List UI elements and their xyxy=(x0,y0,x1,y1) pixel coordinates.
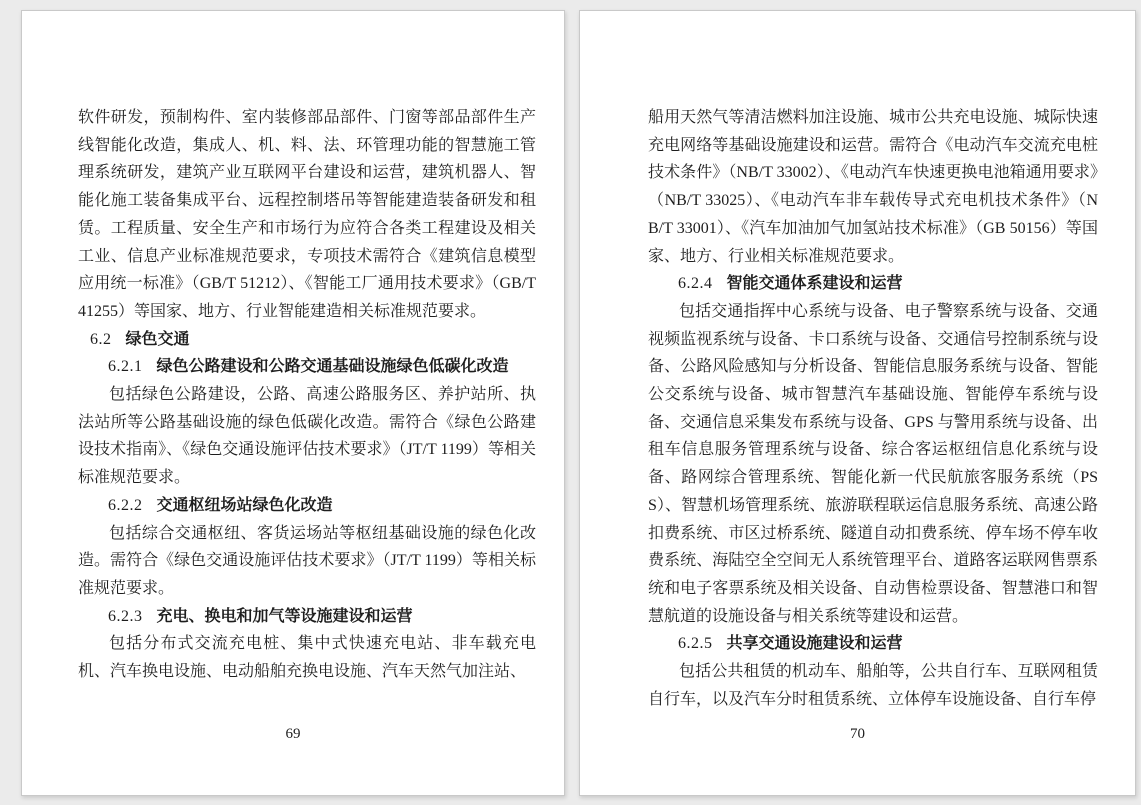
paragraph-continued: 软件研发，预制构件、室内装修部品部件、门窗等部品部件生产线智能化改造，集成人、机、料、法、环管理功能的智慧施工管理系统研发，建筑产业互联网平台建设和运营，建筑机器人、智能化施工装备集成平台、远程控制塔吊等智能建造装备研发和租赁。工程质量、安全生产和市场行为应符合各类工程建设及相关工业、信息产业标准规范要求，专项技术需符合《建筑信息模型应用统一标准》（GB/T 51212）、《智能工厂通用技术要求》（GB/T 41255）等国家、地方、行业智能建造相关标准规范要求。 xyxy=(78,109,536,320)
heading-title: 绿色公路建设和公路交通基础设施绿色低碳化改造 xyxy=(156,358,509,376)
heading-title: 智能交通体系建设和运营 xyxy=(726,275,903,293)
paragraph-continued: 船用天然气等清洁燃料加注设施、城市公共充电设施、城际快速充电网络等基础设施建设和运营。需符合《电动汽车交流充电桩技术条件》（NB/T 33002）、《电动汽车快速更换电池箱通用要求》（NB/T 33025）、《电动汽车非车载传导式充电机技术条件》（NB/T 33001）、《汽车加油加气加氢站技术标准》（GB 50156）等国家、地方、行业相关标准规范要求。 xyxy=(648,109,1098,265)
paragraph-continuing: 包括分布式交流充电桩、集中式快速充电站、非车载充电机、汽车换电设施、电动船舶充换电设施、汽车天然气加注站、 xyxy=(78,635,536,681)
heading-number: 6.2.5 xyxy=(678,635,713,653)
heading-number: 6.2.3 xyxy=(108,607,143,625)
heading-6-2-4 xyxy=(648,270,1098,298)
paragraph: 包括交通指挥中心系统与设备、电子警察系统与设备、交通视频监视系统与设备、卡口系统与设备、交通信号控制系统与设备、公路风险感知与分析设备、智能信息服务系统与设备、智能公交系统与设备、城市智慧汽车基础设施、智能停车系统与设备、交通信息采集发布系统与设备、GPS 与警用系统与设备、出租车信息服务管理系统与设备、综合客运枢纽信息化系统与设备、路网综合管理系统、智能化新一代民航旅客服务系统（PSS）、智慧机场管理系统、旅游联程联运信息服务系统、高速公路扣费系统、市区过桥系统、隧道自动扣费系统、停车场不停车收费系统、海陆空全空间无人系统管理平台、道路客运联网售票系统和电子客票系统及相关设备、自动售检票设备、智慧港口和智慧航道的设施设备与相关系统等建设和运营。 xyxy=(648,302,1098,625)
heading-number: 6.2.1 xyxy=(108,358,143,376)
paragraph: 包括综合交通枢纽、客货运场站等枢纽基础设施的绿色化改造。需符合《绿色交通设施评估技术要求》（JT/T 1199）等相关标准规范要求。 xyxy=(78,524,536,597)
heading-6-2-5 xyxy=(648,630,1098,658)
heading-6-2-3 xyxy=(78,603,536,631)
page-70 xyxy=(579,10,1136,796)
page-69-content xyxy=(78,104,536,686)
paragraph: 包括绿色公路建设，公路、高速公路服务区、养护站所、执法站所等公路基础设施的绿色低碳化改造。需符合《绿色公路建设技术指南》、《绿色交通设施评估技术要求》（JT/T 1199）等相关标准规范要求。 xyxy=(78,386,536,487)
heading-number: 6.2 xyxy=(90,330,112,348)
page-69 xyxy=(21,10,565,796)
page-70-content xyxy=(648,104,1098,713)
page-number: 69 xyxy=(285,726,301,742)
heading-number: 6.2.4 xyxy=(678,275,713,293)
heading-title: 共享交通设施建设和运营 xyxy=(726,635,903,653)
heading-number: 6.2.2 xyxy=(108,496,143,514)
heading-title: 交通枢纽场站绿色化改造 xyxy=(156,496,333,514)
heading-6-2-2 xyxy=(78,492,536,520)
heading-6-2-1 xyxy=(78,353,536,381)
heading-title: 绿色交通 xyxy=(125,330,190,348)
page-number: 70 xyxy=(850,726,865,742)
heading-title: 充电、换电和加气等设施建设和运营 xyxy=(156,607,413,625)
heading-6-2 xyxy=(78,326,536,354)
paragraph-continuing: 包括公共租赁的机动车、船舶等，公共自行车、互联网租赁自行车，以及汽车分时租赁系统、立体停车设施设备、自行车停 xyxy=(648,663,1098,708)
